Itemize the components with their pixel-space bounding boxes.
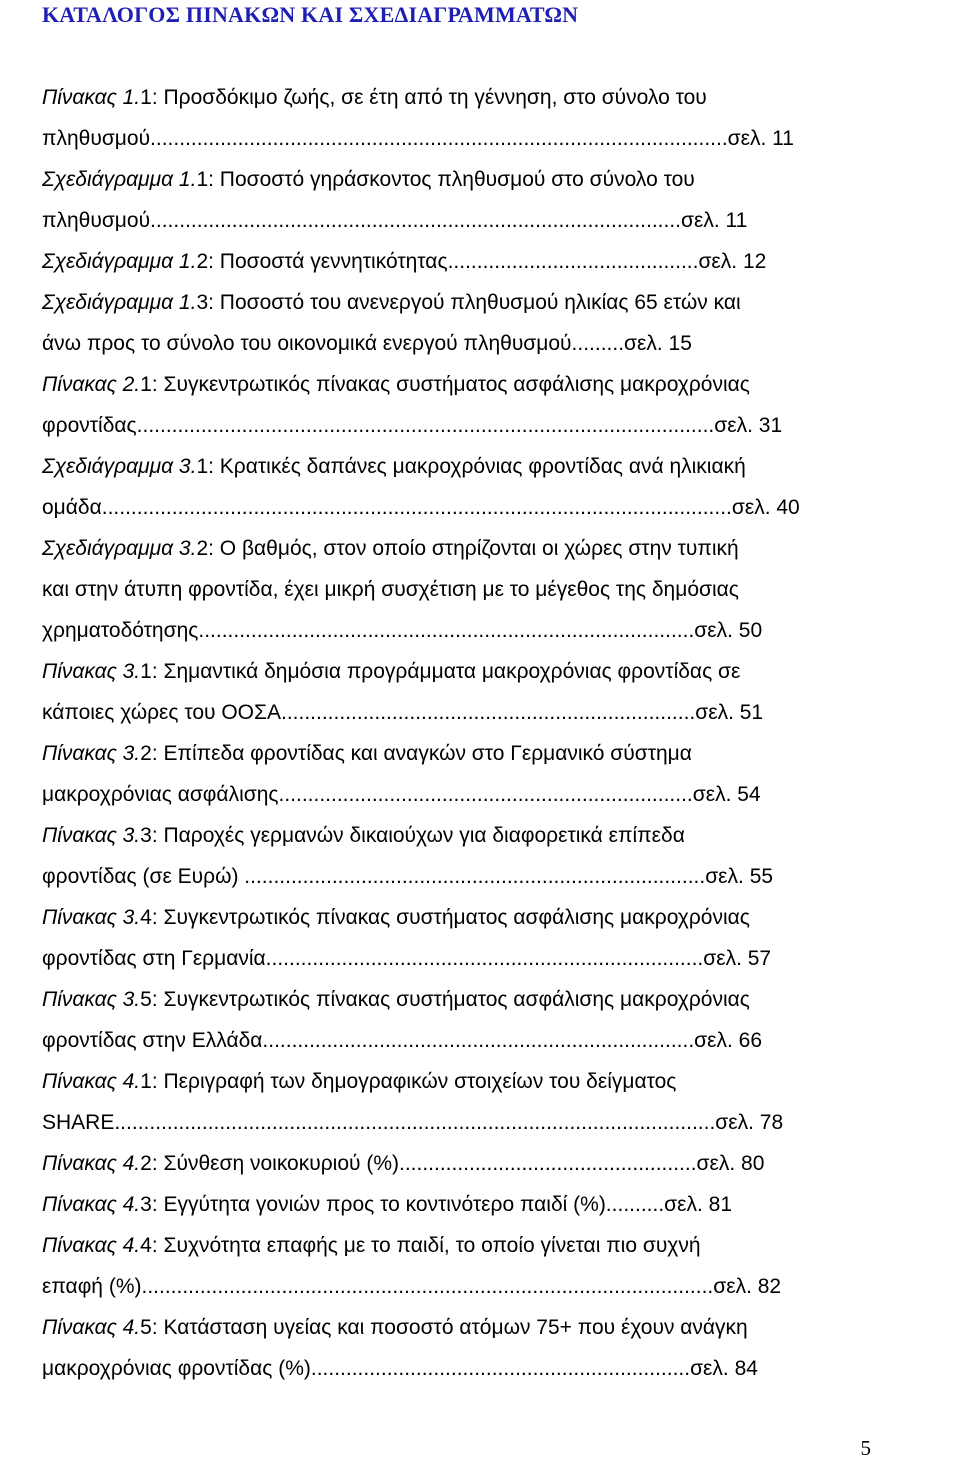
toc-entry-text: 1: Κρατικές δαπάνες μακροχρόνιας φροντίδας ανά ηλικιακή	[196, 455, 746, 478]
toc-entry-label: Πίνακας 3.	[42, 906, 141, 929]
toc-line	[42, 241, 868, 282]
toc-entry-label: Πίνακας 1.	[42, 86, 141, 109]
toc-line	[42, 1225, 868, 1266]
toc-entry	[42, 446, 868, 528]
toc-entry-text: και στην άτυπη φροντίδα, έχει μικρή συσχέτιση με το μέγεθος της δημόσιας	[42, 578, 739, 601]
toc-entry-text: 1: Προσδόκιμο ζωής, σε έτη από τη γέννηση, στο σύνολο του	[140, 86, 707, 109]
toc-entry-label: Σχεδιάγραμμα 3.	[42, 537, 197, 560]
toc-entry-text: επαφή (%)..................................................................................................σελ. 82	[42, 1275, 782, 1298]
toc-entry-label: Πίνακας 3.	[42, 660, 141, 683]
page-number: 5	[860, 1436, 871, 1460]
toc-entry	[42, 1143, 868, 1184]
toc-entry	[42, 282, 868, 364]
toc-line	[42, 979, 868, 1020]
toc-entry-label: Πίνακας 3.	[42, 824, 141, 847]
toc-entry-text: 5: Συγκεντρωτικός πίνακας συστήματος ασφάλισης μακροχρόνιας	[140, 988, 750, 1011]
toc-line	[42, 364, 868, 405]
toc-entry-label: Πίνακας 4.	[42, 1316, 141, 1339]
toc-line	[42, 569, 868, 610]
toc-line	[42, 1266, 868, 1307]
toc-line	[42, 282, 868, 323]
toc-entry-label: Σχεδιάγραμμα 1.	[42, 250, 197, 273]
toc-entry-text: SHARE.......................................................................................................σελ. 78	[42, 1111, 784, 1134]
toc-entry-text: 3: Εγγύτητα γονιών προς το κοντινότερο παιδί (%)..........σελ. 81	[140, 1193, 733, 1216]
table-of-contents-list	[42, 77, 868, 1389]
toc-entry	[42, 159, 868, 241]
toc-entry-label: Σχεδιάγραμμα 1.	[42, 168, 197, 191]
toc-line	[42, 938, 868, 979]
toc-entry-label: Πίνακας 4.	[42, 1234, 141, 1257]
toc-entry	[42, 979, 868, 1061]
toc-entry-text: 4: Συγκεντρωτικός πίνακας συστήματος ασφάλισης μακροχρόνιας	[140, 906, 750, 929]
toc-entry	[42, 364, 868, 446]
toc-entry	[42, 528, 868, 651]
toc-entry-label: Σχεδιάγραμμα 1.	[42, 291, 197, 314]
toc-entry	[42, 815, 868, 897]
toc-entry	[42, 1184, 868, 1225]
toc-entry-text: 5: Κατάσταση υγείας και ποσοστό ατόμων 75+ που έχουν ανάγκη	[140, 1316, 748, 1339]
toc-entry-text: φροντίδας στη Γερμανία...........................................................................σελ. 57	[42, 947, 772, 970]
toc-entry	[42, 733, 868, 815]
toc-entry-text: φροντίδας...................................................................................................σελ. 31	[42, 414, 783, 437]
toc-entry-text: 1: Συγκεντρωτικός πίνακας συστήματος ασφάλισης μακροχρόνιας	[140, 373, 750, 396]
toc-entry-text: 1: Σημαντικά δημόσια προγράμματα μακροχρόνιας φροντίδας σε	[140, 660, 741, 683]
toc-entry-text: 2: Ποσοστά γεννητικότητας...........................................σελ. 12	[196, 250, 767, 273]
toc-line	[42, 323, 868, 364]
toc-line	[42, 528, 868, 569]
toc-line	[42, 487, 868, 528]
toc-line	[42, 405, 868, 446]
toc-line	[42, 733, 868, 774]
toc-line	[42, 1348, 868, 1389]
toc-entry-text: φροντίδας στην Ελλάδα..........................................................................σελ. 66	[42, 1029, 763, 1052]
toc-entry-text: 4: Συχνότητα επαφής με το παιδί, το οποίο γίνεται πιο συχνή	[140, 1234, 701, 1257]
toc-line	[42, 1061, 868, 1102]
toc-entry-text: κάποιες χώρες του ΟΟΣΑ.......................................................................σελ. 51	[42, 701, 764, 724]
toc-entry-text: 2: Σύνθεση νοικοκυριού (%)...................................................σελ. 80	[140, 1152, 765, 1175]
toc-entry-text: 3: Ποσοστό του ανενεργού πληθυσμού ηλικίας 65 ετών και	[196, 291, 741, 314]
toc-line	[42, 610, 868, 651]
toc-entry-text: 3: Παροχές γερμανών δικαιούχων για διαφορετικά επίπεδα	[140, 824, 685, 847]
page-title: ΚΑΤΑΛΟΓΟΣ ΠΙΝΑΚΩΝ ΚΑΙ ΣΧΕΔΙΑΓΡΑΜΜΑΤΩΝ	[42, 2, 579, 27]
toc-entry-text: άνω προς το σύνολο του οικονομικά ενεργού πληθυσμού.........σελ. 15	[42, 332, 692, 355]
toc-entry-text: ομάδα............................................................................................................σελ. 40	[42, 496, 800, 519]
toc-entry	[42, 241, 868, 282]
toc-line	[42, 774, 868, 815]
toc-entry-text: χρηματοδότησης.....................................................................................σελ. 50	[42, 619, 763, 642]
toc-entry-label: Πίνακας 4.	[42, 1152, 141, 1175]
toc-entry	[42, 1225, 868, 1307]
toc-line	[42, 200, 868, 241]
toc-entry-label: Σχεδιάγραμμα 3.	[42, 455, 197, 478]
toc-entry-text: μακροχρόνιας ασφάλισης.......................................................................σελ. 54	[42, 783, 761, 806]
toc-entry-text: 1: Περιγραφή των δημογραφικών στοιχείων του δείγματος	[140, 1070, 677, 1093]
toc-entry-label: Πίνακας 4.	[42, 1193, 141, 1216]
toc-entry-text: μακροχρόνιας φροντίδας (%).................................................................σελ. 84	[42, 1357, 758, 1380]
toc-line	[42, 1020, 868, 1061]
toc-entry-text: πληθυσμού...................................................................................................σελ. 11	[42, 127, 794, 150]
toc-entry-text: πληθυσμού...........................................................................................σελ. 11	[42, 209, 748, 232]
toc-entry	[42, 651, 868, 733]
toc-line	[42, 77, 868, 118]
toc-line	[42, 651, 868, 692]
toc-line	[42, 1102, 868, 1143]
toc-entry-label: Πίνακας 2.	[42, 373, 141, 396]
toc-line	[42, 159, 868, 200]
toc-entry-text: φροντίδας (σε Ευρώ) ...............................................................................σελ. 55	[42, 865, 774, 888]
toc-line	[42, 446, 868, 487]
toc-line	[42, 118, 868, 159]
toc-line	[42, 897, 868, 938]
toc-entry	[42, 77, 868, 159]
toc-line	[42, 1184, 868, 1225]
toc-entry	[42, 897, 868, 979]
toc-line	[42, 1307, 868, 1348]
toc-entry-text: 1: Ποσοστό γηράσκοντος πληθυσμού στο σύνολο του	[196, 168, 695, 191]
toc-entry-label: Πίνακας 3.	[42, 988, 141, 1011]
toc-entry-label: Πίνακας 4.	[42, 1070, 141, 1093]
toc-line	[42, 1143, 868, 1184]
toc-line	[42, 692, 868, 733]
toc-entry-label: Πίνακας 3.	[42, 742, 141, 765]
toc-line	[42, 856, 868, 897]
toc-entry-text: 2: Ο βαθμός, στον οποίο στηρίζονται οι χώρες στην τυπική	[196, 537, 739, 560]
toc-entry-text: 2: Επίπεδα φροντίδας και αναγκών στο Γερμανικό σύστημα	[140, 742, 692, 765]
toc-entry	[42, 1307, 868, 1389]
toc-line	[42, 815, 868, 856]
toc-entry	[42, 1061, 868, 1143]
